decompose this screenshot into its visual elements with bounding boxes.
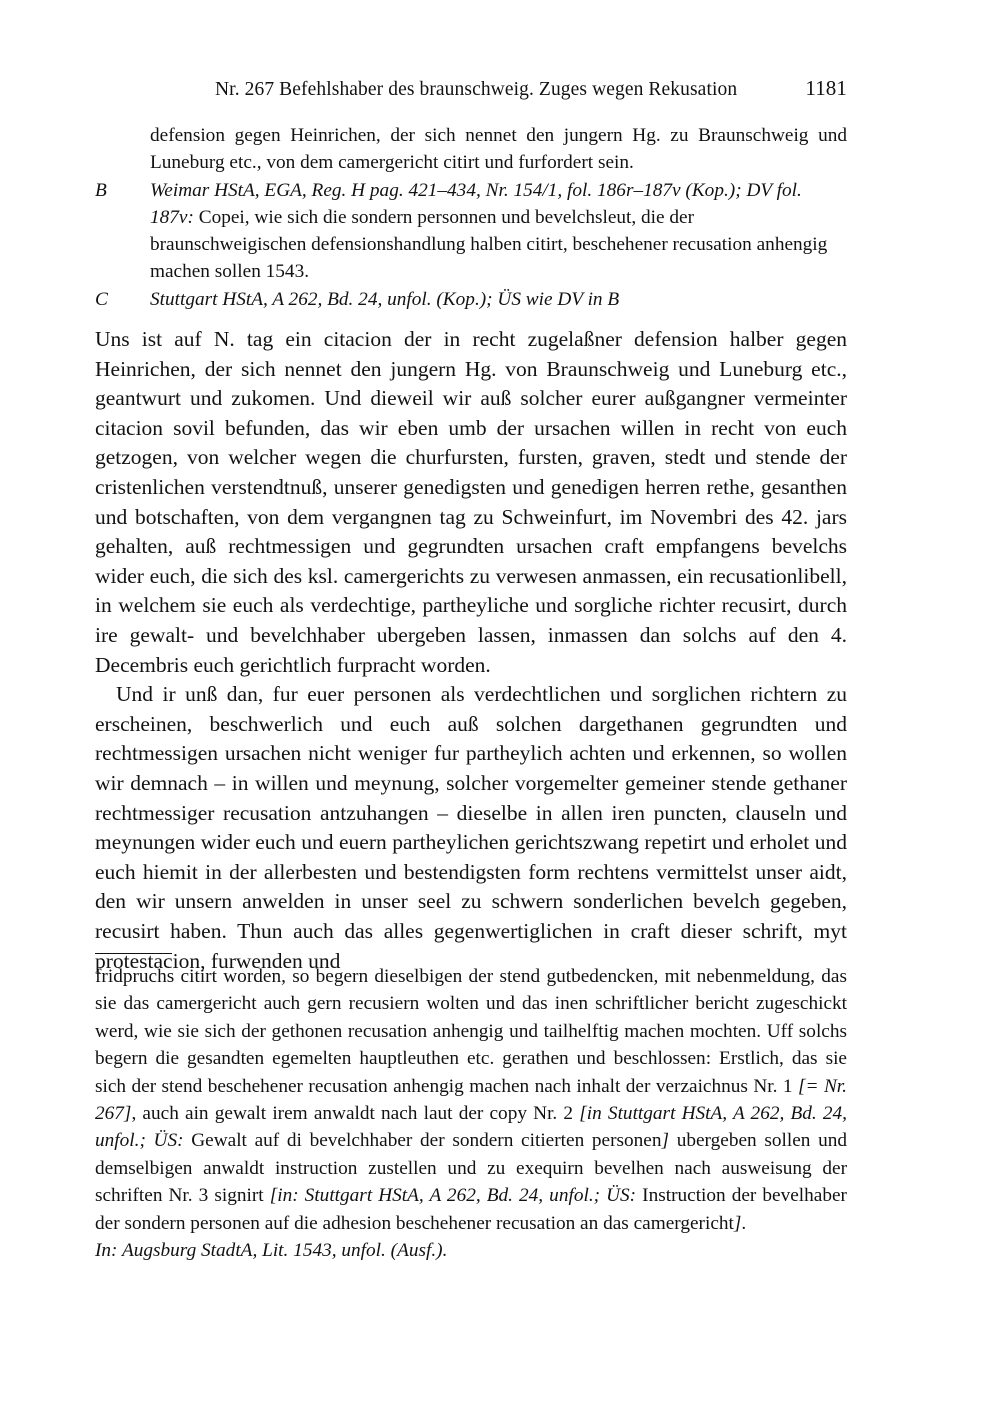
footnote-bracket-3-open: [in: Stuttgart HStA, A 262, Bd. 24, unfol.; ÜS:	[269, 1185, 637, 1207]
footnote-segment-1: fridpruchs citirt worden, so begern dieselbigen der stend gutbedencken, mit nebenmeldung, das sie das camergericht auch gern recusiern wolten und das inen schriftlicher bericht zugeschickt werd, wie sie sich der gethonen recusation anhengig und tailhelftig machen mochten. Uff solchs begern die gesandten egemelten hauptleuthen etc. gerathen und beschlossen: Erstlich, das sie sich der stend beschehener recusation anhengig machen nach inhalt der verzaichnus Nr. 1	[95, 966, 847, 1097]
dv-label-b: DV fol. 187v:	[150, 179, 802, 228]
footnote-segment-3: Gewalt auf di bevelchhaber der sondern citierten personen	[183, 1130, 662, 1152]
footnote-separator-rule	[95, 953, 172, 954]
footnote-segment-5: Instruction der bevelhaber der sondern personen auf die adhesion beschehener recusation an das camergericht	[95, 1185, 847, 1234]
running-head	[95, 76, 847, 101]
footnote-bracket-2-close: ]	[661, 1130, 670, 1152]
footnote-segment-4: ubergeben sollen und demselbigen anwaldt instruction zustellen und zu exequirn bevelhen nach ausweisung der schriften Nr. 3 signirt	[95, 1130, 848, 1207]
apparatus-entry-c	[95, 286, 847, 313]
shelfmark-c: Stuttgart HStA, A 262, Bd. 24, unfol. (Kop.); ÜS wie DV in B	[150, 288, 620, 310]
footnote-segment-6: .	[741, 1212, 747, 1234]
page-number: 1181	[805, 76, 847, 100]
apparatus-entry-b	[95, 177, 847, 286]
running-head-title: Nr. 267 Befehlshaber des braunschweig. Zuges wegen Rekusation	[215, 79, 738, 100]
shelfmark-b: Weimar HStA, EGA, Reg. H pag. 421–434, Nr. 154/1, fol. 186r–187v (Kop.);	[150, 179, 742, 201]
siglum-label-c: C	[95, 288, 108, 310]
footnote-bracket-1: [= Nr. 267]	[95, 1075, 847, 1125]
footnote-segment-2: , auch ain gewalt irem anwaldt nach laut der copy Nr. 2	[131, 1103, 580, 1125]
footnote-provenance	[95, 1237, 847, 1264]
dv-text-b: Copei, wie sich die sondern personnen und bevelchsleut, die der braunschweigischen defensionshandlung halben citirt, beschehener recusation anhengig machen sollen 1543.	[150, 206, 828, 283]
footnote-bracket-2-open: [in Stuttgart HStA, A 262, Bd. 24, unfol.; ÜS:	[95, 1103, 847, 1152]
footnote-bracket-3-close: ]	[733, 1212, 742, 1234]
footnote-block	[95, 963, 847, 1264]
footnote-provenance-text: In: Augsburg StadtA, Lit. 1543, unfol. (Ausf.).	[95, 1240, 448, 1262]
main-paragraph-2: Und ir unß dan, fur euer personen als verdechtlichen und sorglichen richtern zu erscheinen, beschwerlich und euch auß solchen dargethanen gegrundten und rechtmessigen ursachen nicht weniger fur partheylich achten und erkennen, so wollen wir demnach – in willen und meynung, solcher vorgemelter gemeiner stende gethaner rechtmessiger recusation antzuhangen – dieselbe in allen iren puncten, clauseln und meynungen wider euch und euern partheylichen gerichtszwang repetirt und erholet und euch hiemit in der allerbesten und bestendigsten form rechtens vermittelst unser aidt, den wir unsern anwelden in unser seel zu schwern sonderlichen bevelch gegeben, recusirt haben. Thun auch das alles gegenwertiglichen in craft dieser schrift, myt protestacion, furwenden und	[95, 682, 847, 973]
siglum-label-b: B	[95, 179, 107, 201]
apparatus-intro-continuation: defension gegen Heinrichen, der sich nennet den jungern Hg. zu Braunschweig und Luneburg etc., von dem camergericht citirt und furfordert sein.	[150, 125, 847, 174]
main-paragraph-1: Uns ist auf N. tag ein citacion der in recht zugelaßner defension halber gegen Heinrichen, der sich nennet den jungern Hg. von Braunschweig und Luneburg etc., geantwurt und zukomen. Und dieweil wir auß solcher eurer außgangner vermeinter citacion sovil befunden, das wir eben umb der ursachen willen in recht von euch getzogen, von welcher wegen die churfursten, fursten, graven, stedt und stende der cristenlichen verstendtnuß, unserer genedigsten und genedigen herren rethe, gesanthen und botschaften, von dem vergangnen tag zu Schweinfurt, im Novembri des 42. jars gehalten, auß rechtmessigen und gegrundten ursachen craft empfangens bevelchs wider euch, die sich des ksl. camergerichts zu verwesen anmassen, ein recusationlibell, in welchem sie euch als verdechtige, partheyliche und sorgliche richter recusirt, durch ire gewalt- und bevelchhaber ubergeben lassen, inmassen dan solchs auf den 4. Decembris euch gerichtlich furpracht worden.	[95, 327, 847, 677]
text-column	[95, 122, 847, 976]
